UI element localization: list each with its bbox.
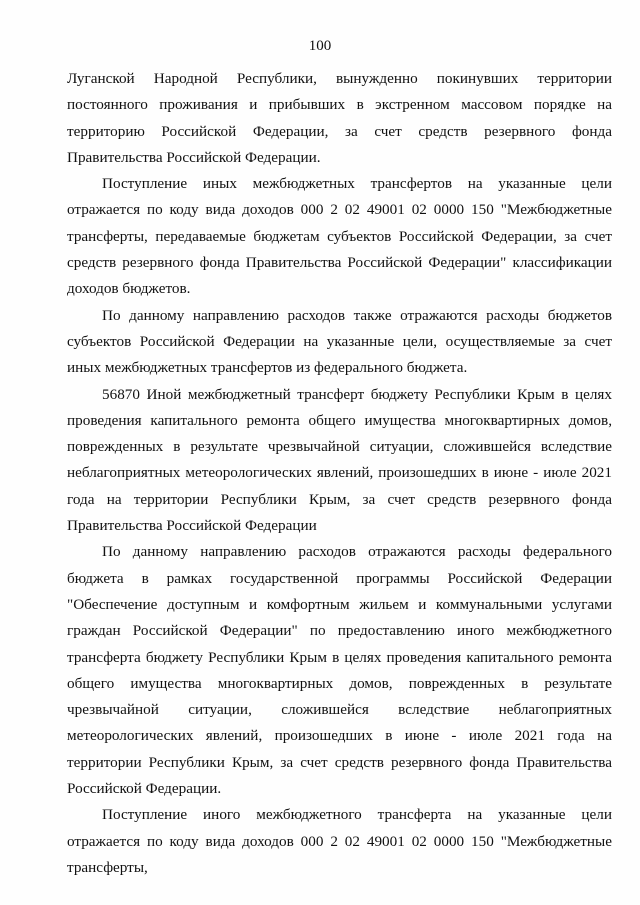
paragraph-federal-expenses: По данному направлению расходов отражаются расходы федерального бюджета в рамках государственной программы Российской Федерации "Обеспечение доступным и комфортным жильем и коммунальными услугами граждан Российской Федерации" по предоставлению иного межбюджетного трансферта бюджету Республики Крым в целях проведения капитального ремонта общего имущества многоквартирных домов, поврежденных в результате чрезвычайной ситуации, сложившейся вследствие неблагоприятных метеорологических явлений, произошедших в июне - июле 2021 года на территории Республики Крым, за счет средств резервного фонда Правительства Российской Федерации. <box>67 543 612 798</box>
page-number: 100 <box>308 38 332 54</box>
paragraph-revenue-code-continued: Поступление иного межбюджетного трансферта на указанные цели отражается по коду вида доходов 000 2 02 49001 02 0000 150 "Межбюджетные трансферты, <box>67 806 612 876</box>
document-body <box>67 66 612 881</box>
paragraph-regional-expenses: По данному направлению расходов также отражаются расходы бюджетов субъектов Российской Федерации на указанные цели, осуществляемые за счет иных межбюджетных трансфертов из федерального бюджета. <box>67 306 612 377</box>
paragraph-revenue-code: Поступление иных межбюджетных трансфертов на указанные цели отражается по коду вида доходов 000 2 02 49001 02 0000 150 "Межбюджетные трансферты, передаваемые бюджетам субъектов Российской Федерации, за счет средств резервного фонда Правительства Российской Федерации" классификации доходов бюджетов. <box>67 175 612 298</box>
paragraph-continuation: Луганской Народной Республики, вынужденно покинувших территории постоянного проживания и прибывших в экстренном массовом порядке на территорию Российской Федерации, за счет средств резервного фонда Правительства Российской Федерации. <box>67 70 612 166</box>
paragraph-code-56870: 56870 Иной межбюджетный трансферт бюджету Республики Крым в целях проведения капитального ремонта общего имущества многоквартирных домов, поврежденных в результате чрезвычайной ситуации, сложившейся вследствие неблагоприятных метеорологических явлений, произошедших в июне - июле 2021 года на территории Республики Крым, за счет средств резервного фонда Правительства Российской Федерации <box>67 385 612 535</box>
